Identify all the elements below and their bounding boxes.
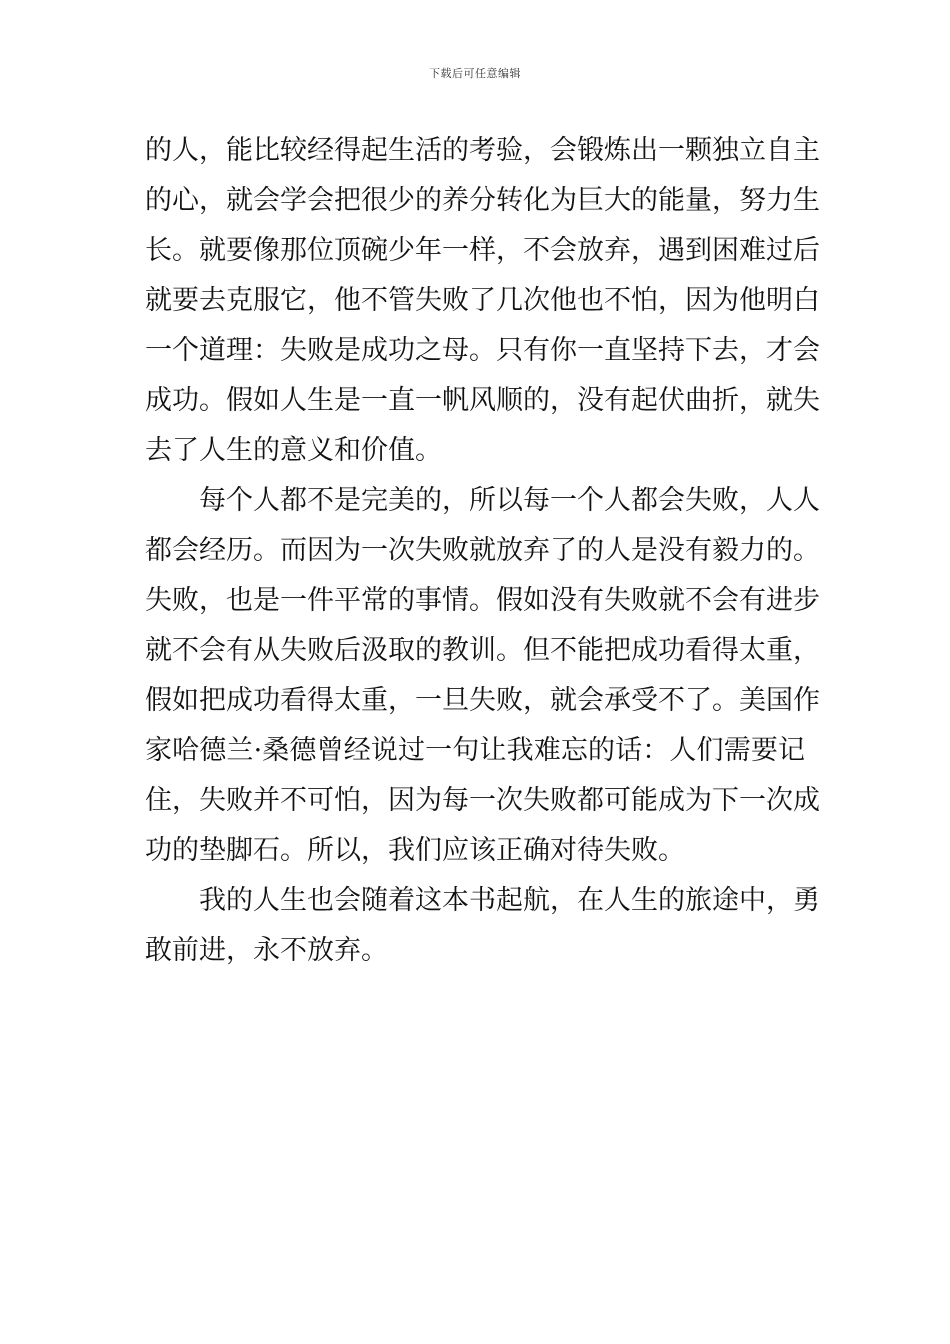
header-note: 下载后可任意编辑 [429,67,521,80]
text-line: 就要去克服它，他不管失败了几次他也不怕，因为他明白 [145,285,820,316]
paragraph [145,476,820,876]
text-line: 去了人生的意义和价值。 [145,435,442,466]
text-line: 就不会有从失败后汲取的教训。但不能把成功看得太重， [145,635,820,666]
text-line: 的人，能比较经得起生活的考验，会锻炼出一颗独立自主 [145,135,820,166]
text-line: 住，失败并不可怕，因为每一次失败都可能成为下一次成 [145,785,820,816]
text-line: 功的垫脚石。所以，我们应该正确对待失败。 [145,835,685,866]
text-line: 都会经历。而因为一次失败就放弃了的人是没有毅力的。 [145,535,820,566]
text-line: 我的人生也会随着这本书起航，在人生的旅途中，勇 [199,885,820,916]
text-line: 假如把成功看得太重，一旦失败，就会承受不了。美国作 [145,685,820,716]
text-line: 家哈德兰·桑德曾经说过一句让我难忘的话：人们需要记 [145,735,805,766]
paragraph [145,126,820,476]
body-text [145,126,820,976]
paragraph [145,876,820,976]
text-line: 每个人都不是完美的，所以每一个人都会失败，人人 [199,485,820,516]
text-line: 敢前进，永不放弃。 [145,935,388,966]
text-line: 长。就要像那位顶碗少年一样，不会放弃，遇到困难过后 [145,235,820,266]
text-line: 失败，也是一件平常的事情。假如没有失败就不会有进步 [145,585,820,616]
text-line: 成功。假如人生是一直一帆风顺的，没有起伏曲折，就失 [145,385,820,416]
text-line: 的心，就会学会把很少的养分转化为巨大的能量，努力生 [145,185,820,216]
text-line: 一个道理：失败是成功之母。只有你一直坚持下去，才会 [145,335,820,366]
